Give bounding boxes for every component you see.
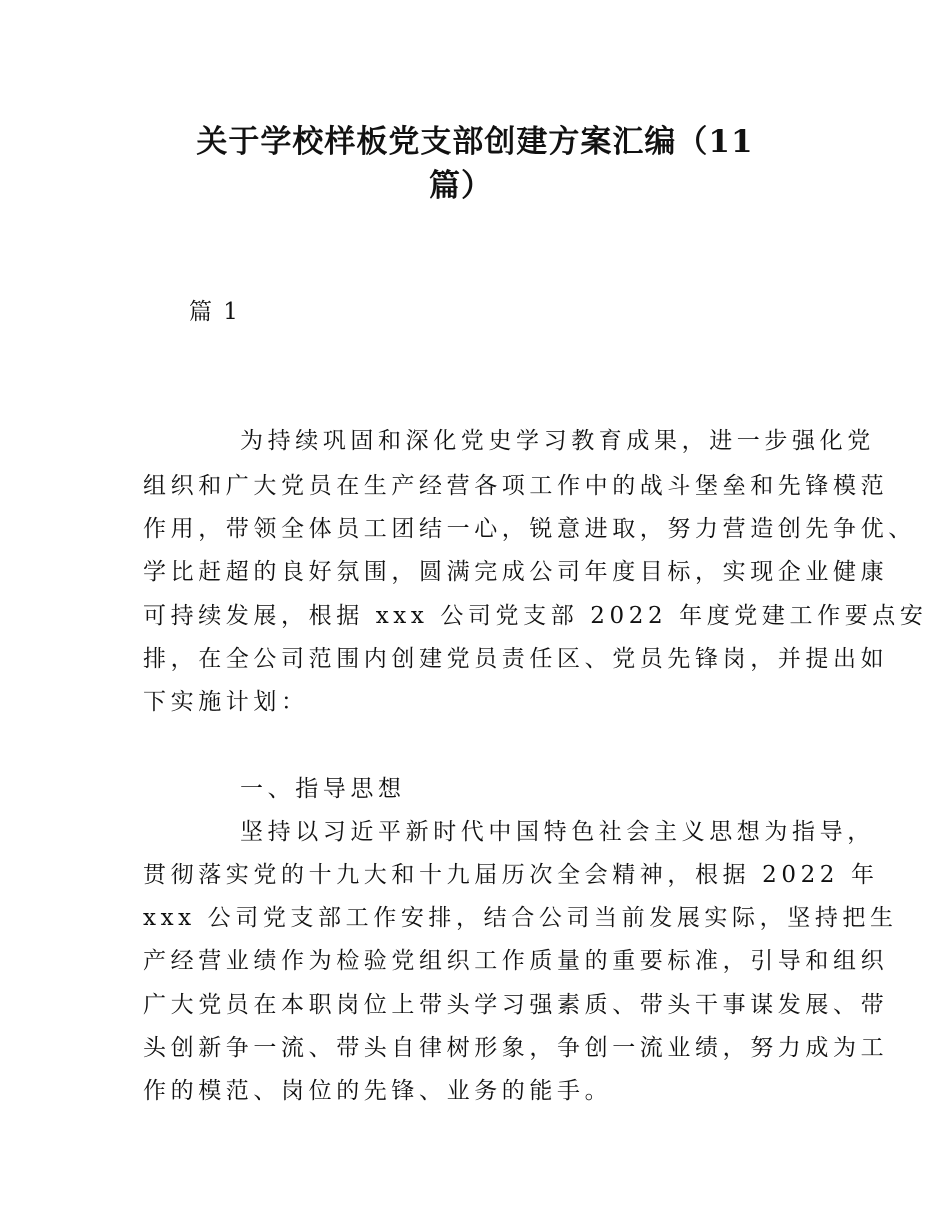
- paragraph-2-line: 坚持以习近平新时代中国特色社会主义思想为指导，: [240, 819, 875, 845]
- paragraph-1-line: 可持续发展，根据 xxx 公司党支部 2022 年度党建工作要点安: [143, 603, 928, 629]
- paragraph-2-line: 头创新争一流、带头自律树形象，争创一流业绩，努力成为工: [143, 1035, 889, 1061]
- document-title-line-2: 篇）: [429, 168, 493, 204]
- section-heading: 一、指导思想: [240, 776, 406, 802]
- section-label: 篇 1: [189, 299, 240, 325]
- paragraph-2-line: 产经营业绩作为检验党组织工作质量的重要标准，引导和组织: [143, 948, 889, 974]
- document-title-line-1: 关于学校样板党支部创建方案汇编（11: [196, 124, 754, 160]
- paragraph-1-line: 作用，带领全体员工团结一心，锐意进取，努力营造创先争优、: [143, 516, 916, 542]
- paragraph-1-line: 学比赶超的良好氛围，圆满完成公司年度目标，实现企业健康: [143, 559, 889, 585]
- paragraph-1-line: 排，在全公司范围内创建党员责任区、党员先锋岗，并提出如: [143, 646, 889, 672]
- paragraph-2-line: xxx 公司党支部工作安排，结合公司当前发展实际，坚持把生: [143, 905, 898, 931]
- paragraph-1-line: 下实施计划：: [143, 689, 309, 715]
- paragraph-1-line: 组织和广大党员在生产经营各项工作中的战斗堡垒和先锋模范: [143, 473, 889, 499]
- paragraph-2-line: 作的模范、岗位的先锋、业务的能手。: [143, 1078, 613, 1104]
- paragraph-2-line: 贯彻落实党的十九大和十九届历次全会精神，根据 2022 年: [143, 862, 879, 888]
- paragraph-2-line: 广大党员在本职岗位上带头学习强素质、带头干事谋发展、带: [143, 992, 889, 1018]
- paragraph-1-line: 为持续巩固和深化党史学习教育成果，进一步强化党: [240, 428, 875, 454]
